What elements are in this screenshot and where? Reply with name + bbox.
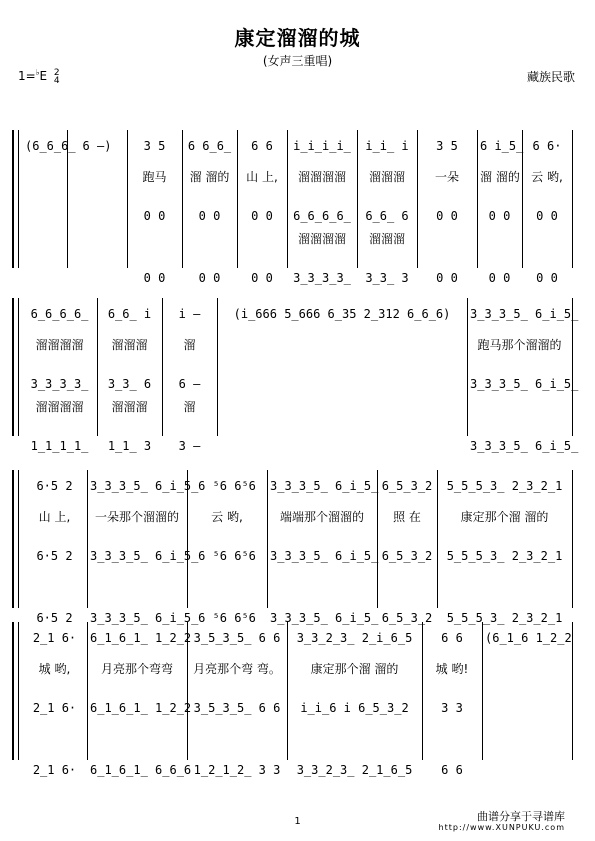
- notation-cell: 6̲5̲3̲2: [381, 611, 433, 625]
- lyric-text: 跑马那个溜溜的: [477, 338, 562, 352]
- notation-cell: 6 6̲6̲: [187, 139, 232, 153]
- barline: [417, 130, 418, 268]
- lyric-text: 溜溜溜: [111, 400, 148, 414]
- notation-cell: 3̲3̲3̲5̲ 6̲i̲5̲: [470, 377, 579, 391]
- notation-cell: 3̲3̲3̲5̲ 6̲i̲5̲: [90, 479, 199, 493]
- lyric-text: 月亮那个弯 弯。: [193, 662, 281, 676]
- barline: [482, 622, 483, 760]
- barline: [572, 622, 573, 760]
- notation-cell: 2̲1 6·: [32, 763, 77, 777]
- notation-cell: [70, 208, 124, 224]
- lyric-text: 溜溜溜: [111, 338, 148, 352]
- notation-cell: 6̲5̲3̲2: [381, 549, 433, 563]
- notation-cell: 6 6·: [532, 139, 562, 153]
- score-system: [22, 470, 572, 625]
- notation-cell: 3̲3̲ 3: [365, 271, 409, 285]
- barline: [572, 130, 573, 268]
- notation-cell: 3̲3̲3̲3̲: [30, 377, 89, 391]
- song-origin: 藏族民歌: [526, 70, 575, 84]
- score-system: [22, 298, 579, 453]
- lyric-text: 溜溜溜溜: [297, 232, 346, 246]
- barline: [467, 298, 468, 436]
- notation-cell: 3̲5̲3̲5̲ 6 6: [193, 631, 281, 645]
- lyric-text: 溜溜溜溜: [35, 400, 84, 414]
- lyric-text: 康定那个溜 溜的: [310, 662, 399, 676]
- notation-cell: 6 ⁵6 6⁵6: [198, 549, 256, 563]
- notation-cell: i –: [178, 307, 201, 321]
- notation-cell: 3̲3̲3̲5̲ 6̲i̲5̲: [470, 439, 579, 453]
- barline: [237, 130, 238, 268]
- notation-cell: 1̲2̲1̲2̲ 3 3: [193, 763, 281, 777]
- lyric-text: 云 哟,: [531, 170, 563, 184]
- notation-cell: (6̲6̲6̲: [25, 139, 76, 153]
- barline: [87, 470, 88, 608]
- lyric-text: 溜: [183, 400, 196, 414]
- notation-cell: 6̲1̲6̲1̲ 1̲2̲2: [90, 701, 192, 715]
- notation-cell: [220, 438, 464, 454]
- barline: [87, 622, 88, 760]
- notation-cell: 0 0: [143, 271, 166, 285]
- barline: [162, 298, 163, 436]
- notation-cell: 6 –): [82, 139, 112, 153]
- notation-cell: 3̲3̲3̲5̲ 6̲i̲5̲: [270, 611, 379, 625]
- score-system: [22, 622, 572, 777]
- notation-cell: 6̲6̲ i: [107, 307, 152, 321]
- system-bracket: [12, 130, 14, 268]
- notation-cell: (6̲1̲6 1̲2̲2: [485, 631, 572, 645]
- notation-cell: 3̲3̲3̲5̲ 6̲i̲5̲: [270, 549, 379, 563]
- notation-cell: 6̲6̲6̲6̲: [30, 307, 89, 321]
- score-system: [22, 130, 572, 285]
- lyric-text: 照 在: [393, 510, 421, 524]
- notation-cell: 5̲5̲5̲3̲ 2̲3̲2̲1: [446, 479, 563, 493]
- notation-cell: 0 0: [436, 271, 458, 285]
- barline: [182, 130, 183, 268]
- notation-cell: [485, 700, 569, 716]
- notation-cell: 3̲3̲ 6: [107, 377, 152, 391]
- notation-cell: 0 0: [143, 209, 166, 223]
- notation-cell: 6 ⁵6 6⁵6: [198, 479, 256, 493]
- barline: [127, 130, 128, 268]
- song-title: 康定溜溜的城: [234, 26, 361, 50]
- lyric-text: 溜溜溜: [368, 232, 405, 246]
- lyric-text: 城 哟,: [38, 662, 71, 676]
- time-signature: [54, 69, 60, 85]
- notation-cell: [220, 376, 464, 392]
- barline: [287, 622, 288, 760]
- notation-cell: 0 0: [536, 271, 558, 285]
- notation-cell: 6 ⁵6 6⁵6: [198, 611, 256, 625]
- barline: [572, 470, 573, 608]
- system-bracket: [12, 298, 14, 436]
- notation-cell: i̲i̲6 i 6̲5̲3̲2: [300, 701, 409, 715]
- notation-cell: 3 5: [143, 139, 166, 153]
- flat-sign: ♭: [35, 68, 40, 77]
- barline: [97, 298, 98, 436]
- lyric-text: 溜 溜的: [480, 170, 520, 184]
- notation-cell: 6̲6̲6̲6̲: [293, 209, 351, 223]
- notation-cell: 3̲3̲3̲5̲ 6̲i̲5̲: [90, 549, 199, 563]
- notation-cell: 3̲3̲3̲5̲ 6̲i̲5̲: [470, 307, 579, 321]
- notation-cell: 6 6: [441, 763, 463, 777]
- notation-cell: 0 0: [198, 209, 221, 223]
- notation-cell: 3̲5̲3̲5̲ 6 6: [193, 701, 281, 715]
- notation-cell: i̲i̲ i: [365, 139, 409, 153]
- barline: [477, 130, 478, 268]
- notation-cell: [485, 762, 569, 778]
- notation-cell: 6̲1̲6̲1̲ 1̲2̲2: [90, 631, 192, 645]
- notation-cell: 6 6: [441, 631, 463, 645]
- lyric-text: 溜溜溜溜: [35, 338, 84, 352]
- song-subtitle: (女声三重唱): [262, 54, 333, 68]
- system-bracket: [12, 622, 14, 760]
- notation-cell: 3 3: [441, 701, 463, 715]
- notation-cell: 6̲5̲3̲2: [381, 479, 433, 493]
- key-signature: [18, 68, 60, 85]
- barline: [267, 470, 268, 608]
- notation-cell: 0 0: [251, 209, 273, 223]
- page-number: 1: [294, 816, 301, 827]
- notation-cell: 0 0: [536, 209, 558, 223]
- meter-top: 2: [53, 67, 60, 78]
- footer-brand: 曲谱分享于寻谱库: [477, 810, 565, 823]
- notation-cell: 6·5 2: [36, 479, 73, 493]
- lyric-text: 跑马: [142, 170, 167, 184]
- notation-cell: 0 0: [488, 271, 511, 285]
- notation-cell: 6 i̲5̲: [480, 139, 524, 153]
- barline: [357, 130, 358, 268]
- lyric-text: 山 上,: [246, 170, 278, 184]
- system-bracket: [12, 470, 14, 608]
- notation-cell: 6 –: [178, 377, 201, 391]
- notation-cell: 6·5 2: [36, 611, 73, 625]
- meter-bottom: 4: [53, 75, 60, 86]
- notation-cell: 2̲1 6·: [32, 701, 77, 715]
- lyric-text: 溜溜溜溜: [297, 170, 346, 184]
- notation-cell: 3 –: [178, 439, 201, 453]
- lyric-text: 康定那个溜 溜的: [460, 510, 549, 524]
- notation-cell: (i̲666 5̲666 6̲35 2̲312 6̲6̲6): [233, 307, 451, 321]
- lyric-text: 山 上,: [38, 510, 71, 524]
- notation-cell: 2̲1 6·: [32, 631, 77, 645]
- notation-cell: 1̲1̲1̲1̲: [30, 439, 89, 453]
- notation-cell: 3̲3̲3̲5̲ 6̲i̲5̲: [270, 479, 379, 493]
- lyric-text: 溜溜溜: [368, 170, 405, 184]
- notation-cell: 5̲5̲5̲3̲ 2̲3̲2̲1: [446, 611, 563, 625]
- notation-cell: 3̲3̲2̲3̲ 2̲i̲6̲5: [296, 631, 413, 645]
- notation-cell: [25, 208, 64, 224]
- lyric-text: 一朵那个溜溜的: [94, 510, 179, 524]
- lyric-text: 一朵: [434, 170, 459, 184]
- lyric-text: 月亮那个弯弯: [100, 662, 173, 676]
- notation-cell: i̲i̲i̲i̲: [293, 139, 351, 153]
- key-base: 1=: [18, 69, 36, 83]
- notation-cell: 3̲3̲3̲3̲: [293, 271, 351, 285]
- notation-cell: 1̲1̲ 3: [107, 439, 152, 453]
- notation-cell: 0 0: [251, 271, 273, 285]
- notation-cell: 0 0: [488, 209, 511, 223]
- barline: [422, 622, 423, 760]
- notation-cell: 6 6: [251, 139, 273, 153]
- notation-cell: 6̲1̲6̲1̲ 6̲6̲6: [90, 763, 192, 777]
- notation-cell: 3 5: [436, 139, 458, 153]
- lyric-text: 溜: [183, 338, 196, 352]
- notation-cell: 6̲6̲ 6: [365, 209, 409, 223]
- notation-cell: 0 0: [436, 209, 458, 223]
- notation-cell: 5̲5̲5̲3̲ 2̲3̲2̲1: [446, 549, 563, 563]
- lyric-text: 云 哟,: [211, 510, 243, 524]
- notation-cell: [25, 270, 64, 286]
- lyric-text: 端端那个溜溜的: [279, 510, 364, 524]
- notation-cell: 3̲3̲2̲3̲ 2̲1̲6̲5: [296, 763, 413, 777]
- key-note: E: [39, 69, 48, 83]
- notation-cell: 3̲3̲3̲5̲ 6̲i̲5̲: [90, 611, 199, 625]
- barline: [437, 470, 438, 608]
- lyric-text: 城 哟!: [435, 662, 469, 676]
- lyric-text: 溜 溜的: [189, 170, 230, 184]
- notation-cell: [70, 270, 124, 286]
- barline: [217, 298, 218, 436]
- notation-cell: 6·5 2: [36, 549, 73, 563]
- notation-cell: 0 0: [198, 271, 221, 285]
- footer-url: http://www.XUNPUKU.com: [438, 823, 565, 832]
- barline: [287, 130, 288, 268]
